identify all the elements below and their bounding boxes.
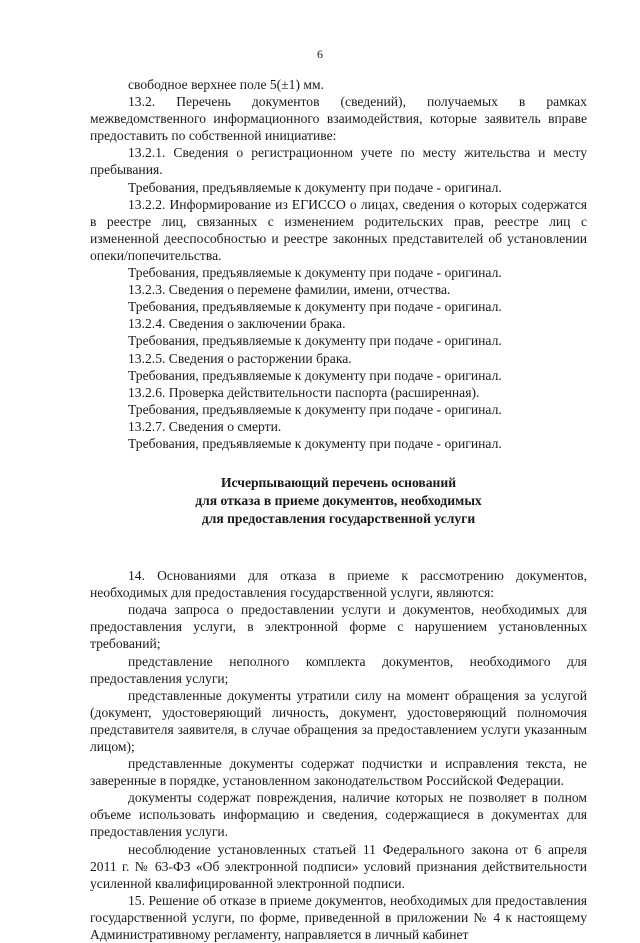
refusal-grounds-paragraph: 14. Основаниями для отказа в приеме к рассмотрению документов, необходимых для предоставления государственной услуги, являются: xyxy=(90,568,587,601)
documents-list-paragraph: Требования, предъявляемые к документу при подаче - оригинал. xyxy=(128,179,502,195)
section-heading-line-3: для предоставления государственной услуги xyxy=(201,511,476,527)
documents-list-paragraph: Требования, предъявляемые к документу при подаче - оригинал. xyxy=(128,333,502,349)
documents-list-paragraph: 13.2.7. Сведения о смерти. xyxy=(128,418,282,434)
section-heading xyxy=(90,474,587,528)
documents-list-paragraph: Требования, предъявляемые к документу при подаче - оригинал. xyxy=(128,435,502,451)
documents-list-paragraph: Требования, предъявляемые к документу при подаче - оригинал. xyxy=(128,367,502,383)
documents-list-section xyxy=(90,76,587,452)
documents-list-paragraph: 13.2.4. Сведения о заключении брака. xyxy=(128,316,346,332)
refusal-grounds-paragraph: документы содержат повреждения, наличие которых не позволяет в полном объеме использовать информацию и сведения, содержащиеся в документах для предоставления услуги. xyxy=(90,790,587,840)
section-heading-line-1: Исчерпывающий перечень оснований xyxy=(220,475,457,491)
documents-list-paragraph: Требования, предъявляемые к документу при подаче - оригинал. xyxy=(128,265,502,281)
refusal-grounds-paragraph: 15. Решение об отказе в приеме документов, необходимых для предоставления государственной услуги, по форме, приведенной в приложении № 4 к настоящему Административному регламенту, направляется в личный кабинет xyxy=(90,892,587,943)
documents-list-paragraph: 13.2.5. Сведения о расторжении брака. xyxy=(128,350,352,366)
refusal-grounds-paragraph: несоблюдение установленных статьей 11 Федерального закона от 6 апреля 2011 г. № 63-ФЗ «Об электронной подписи» условий признания действительности усиленной квалифицированной электронной подписи. xyxy=(90,841,587,891)
documents-list-paragraph: 13.2. Перечень документов (сведений), получаемых в рамках межведомственного информационного взаимодействия, которые заявитель вправе предоставить по собственной инициативе: xyxy=(90,94,587,144)
documents-list-paragraph: 13.2.1. Сведения о регистрационном учете по месту жительства и месту пребывания. xyxy=(90,145,587,178)
section-heading-line-2: для отказа в приеме документов, необходимых xyxy=(195,493,482,509)
refusal-grounds-paragraph: представленные документы содержат подчистки и исправления текста, не заверенные в порядке, установленном законодательством Российской Федерации. xyxy=(90,756,587,789)
documents-list-paragraph: Требования, предъявляемые к документу при подаче - оригинал. xyxy=(128,401,502,417)
documents-list-paragraph: 13.2.2. Информирование из ЕГИССО о лицах, сведения о которых содержатся в реестре лиц, связанных с изменением родительских прав, реестре лиц с измененной дееспособностью и реестре законных представителей об установлении опеки/попечительства. xyxy=(90,196,587,263)
refusal-grounds-section xyxy=(90,567,587,943)
refusal-grounds-paragraph: представление неполного комплекта документов, необходимого для предоставления услуги; xyxy=(90,653,587,686)
refusal-grounds-paragraph: представленные документы утратили силу на момент обращения за услугой (документ, удостоверяющий личность, документ, удостоверяющий полномочия представителя заявителя, в случае обращения за предоставлением услуги указанным лицом); xyxy=(90,687,587,754)
documents-list-paragraph: 13.2.3. Сведения о перемене фамилии, имени, отчества. xyxy=(128,282,451,298)
documents-list-paragraph: свободное верхнее поле 5(±1) мм. xyxy=(128,77,324,92)
refusal-grounds-paragraph: подача запроса о предоставлении услуги и документов, необходимых для предоставления услуги, в электронной форме с нарушением установленных требований; xyxy=(90,602,587,652)
documents-list-paragraph: 13.2.6. Проверка действительности паспорта (расширенная). xyxy=(128,384,480,400)
page-number: 6 xyxy=(317,47,323,61)
documents-list-paragraph: Требования, предъявляемые к документу при подаче - оригинал. xyxy=(128,299,502,315)
document-body xyxy=(90,76,587,943)
